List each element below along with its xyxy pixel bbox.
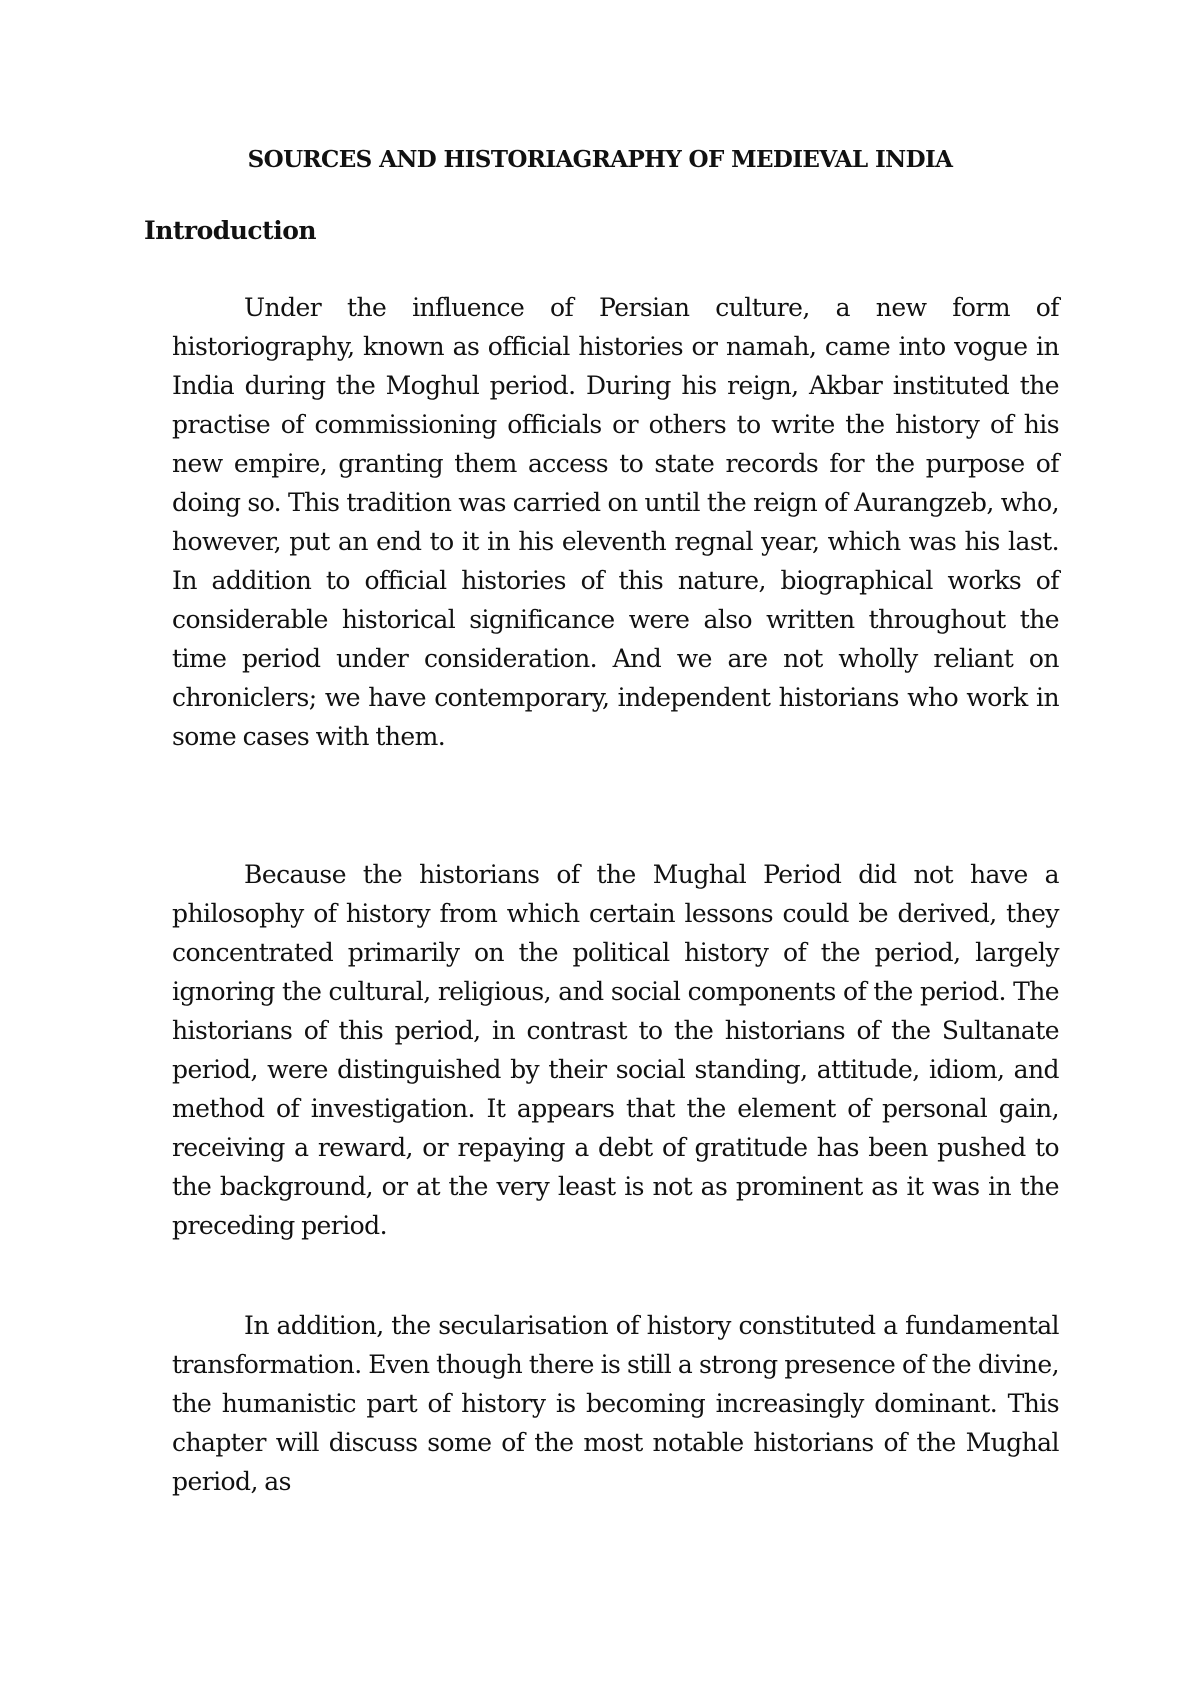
paragraph-2: Because the historians of the Mughal Period did not have a philosophy of history from which certain lessons could be derived, they concentrated primarily on the political history of the period, largely ignoring the cultural, religious, and social components of the period. The historians of this period, in contrast to the historians of the Sultanate period, were distinguished by their social standing, attitude, idiom, and method of investigation. It appears that the element of personal gain, receiving a reward, or repaying a debt of gratitude has been pushed to the background, or at the very least is not as prominent as it was in the preceding period.	[172, 860, 1059, 1240]
section-heading-introduction: Introduction	[144, 216, 317, 245]
paragraph-1: Under the influence of Persian culture, a new form of historiography, known as official histories or namah, came into vogue in India during the Moghul period. During his reign, Akbar instituted the practise of commissioning officials or others to write the history of his new empire, granting them access to state records for the purpose of doing so. This tradition was carried on until the reign of Aurangzeb, who, however, put an end to it in his eleventh regnal year, which was his last. In addition to official histories of this nature, biographical works of considerable historical significance were also written throughout the time period under consideration. And we are not wholly reliant on chroniclers; we have contemporary, independent historians who work in some cases with them.	[172, 293, 1059, 751]
paragraph-3: In addition, the secularisation of history constituted a fundamental transformation. Even though there is still a strong presence of the divine, the humanistic part of history is becoming increasingly dominant. This chapter will discuss some of the most notable historians of the Mughal period, as	[172, 1311, 1059, 1496]
document-title: SOURCES AND HISTORIAGRAPHY OF MEDIEVAL INDIA	[247, 146, 953, 173]
